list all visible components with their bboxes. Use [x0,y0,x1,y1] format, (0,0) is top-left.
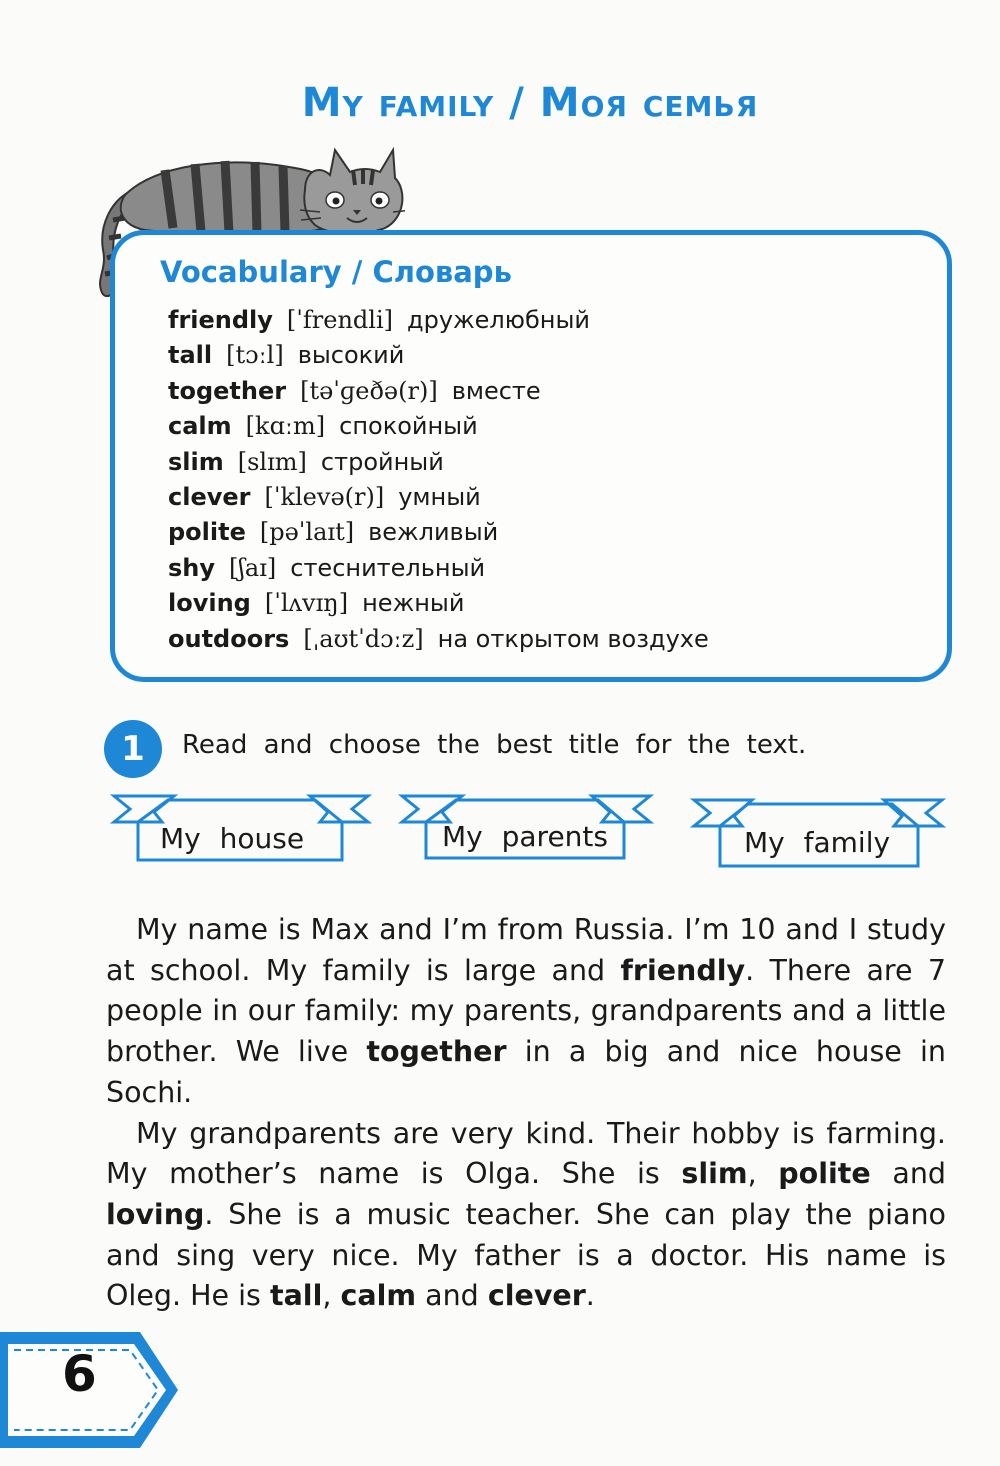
reading-text [106,910,946,1317]
vocabulary-transcription: [pəˈlaɪt] [259,518,355,547]
vocabulary-item [168,303,709,338]
text-bold-word: together [366,1035,507,1069]
vocabulary-translation: на открытом воздухе [437,624,709,653]
text-segment: . [585,1279,595,1313]
title-option-my-house[interactable] [110,792,372,872]
vocabulary-heading: Vocabulary / Словарь [160,255,512,289]
vocabulary-word: calm [168,412,232,441]
text-segment: My name is Max and I’m from Russia. I’m 10 and I study at school. My family is large and [106,913,946,987]
vocabulary-list [168,303,709,657]
vocabulary-item [168,622,709,657]
vocabulary-item [168,338,709,373]
vocabulary-translation: стеснительный [290,553,486,582]
text-segment: . There are 7 people in our family: my parents, grandparents and a little brother. We live [106,953,947,1069]
vocabulary-transcription: [ˈklevə(r)] [264,482,385,511]
vocabulary-word: shy [168,553,216,582]
vocabulary-translation: умный [398,482,481,511]
text-bold-word: friendly [620,953,746,987]
text-paragraph-2 [106,1114,946,1318]
vocabulary-word: friendly [168,306,273,334]
vocabulary-word: tall [168,341,213,370]
title-option-label: My house [160,822,305,855]
vocabulary-transcription: [təˈɡeðə(r)] [300,376,438,405]
vocabulary-transcription: [ˈfrendli] [286,306,393,334]
vocabulary-item [168,551,709,586]
vocabulary-translation: спокойный [339,412,478,441]
vocabulary-transcription: [kɑːm] [245,412,326,441]
page-number: 6 [62,1345,97,1403]
vocabulary-translation: дружелюбный [406,306,590,334]
vocabulary-word: together [168,376,287,405]
text-segment: My grandparents are very kind. Their hobby is farming. My mother’s name is Olga. She is [106,1116,946,1191]
vocabulary-word: loving [168,589,251,618]
vocabulary-transcription: [ˈlʌvɪŋ] [264,589,349,618]
title-option-label: My parents [442,820,608,853]
vocabulary-translation: вместе [451,376,541,405]
text-bold-word: calm [340,1279,417,1313]
task-number-badge: 1 [104,720,162,778]
title-option-label: My family [744,826,891,859]
text-bold-word: tall [269,1279,323,1313]
vocabulary-item [168,445,709,480]
text-bold-word: loving [106,1197,205,1231]
text-segment: , [747,1157,757,1191]
text-bold-word: polite [778,1157,871,1191]
text-segment: in a big and nice house in Sochi. [106,1035,946,1109]
vocabulary-translation: высокий [297,341,405,370]
vocabulary-item [168,515,709,550]
vocabulary-translation: нежный [362,589,465,618]
text-segment: and [870,1157,947,1191]
title-option-my-family[interactable] [690,796,946,876]
vocabulary-translation: стройный [320,447,444,476]
title-option-my-parents[interactable] [398,792,654,872]
page-title: My family / Моя семья [301,80,759,126]
vocabulary-item [168,409,709,444]
vocabulary-item [168,374,709,409]
vocabulary-transcription: [ˌaʊtˈdɔːz] [303,624,424,653]
vocabulary-word: clever [168,482,251,511]
vocabulary-translation: вежливый [368,518,499,547]
vocabulary-transcription: [ʃaɪ] [229,553,277,582]
vocabulary-transcription: [tɔːl] [226,341,284,370]
text-paragraph-1 [106,910,946,1114]
vocabulary-word: polite [168,518,246,547]
text-segment: . She is a music teacher. She can play the piano and sing very nice. My father is a doctor. His name is Oleg. He is [106,1197,946,1313]
vocabulary-item [168,480,709,515]
vocabulary-transcription: [slɪm] [237,447,307,476]
vocabulary-word: slim [168,447,224,476]
text-segment: , [322,1279,341,1313]
text-bold-word: clever [487,1279,586,1313]
text-segment: and [416,1279,488,1313]
task-instruction: Read and choose the best title for the text. [182,730,807,760]
text-bold-word: slim [681,1157,748,1191]
vocabulary-item [168,586,709,621]
vocabulary-word: outdoors [168,624,290,653]
